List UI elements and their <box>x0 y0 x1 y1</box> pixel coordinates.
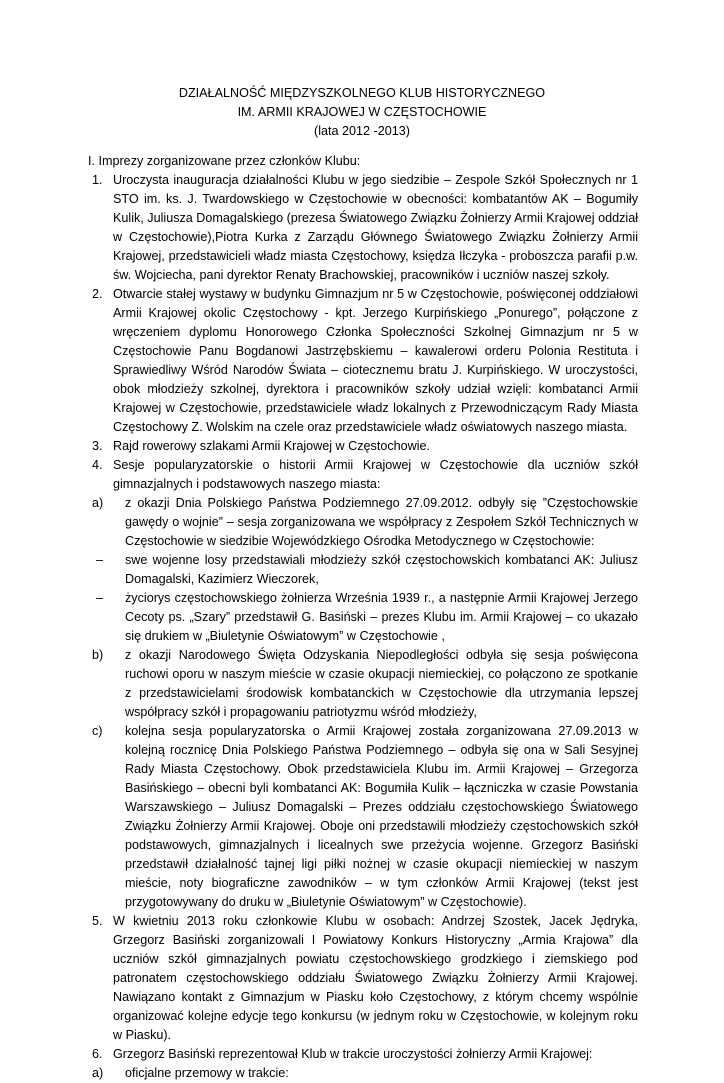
section-heading: I. Imprezy zorganizowane przez członków Klubu: <box>88 154 361 168</box>
list-item-3 <box>88 437 638 456</box>
dash-marker: – <box>96 591 104 605</box>
list-item-5 <box>88 912 638 1045</box>
list-item-text: Uroczysta inauguracja działalności Klubu w jego siedzibie – Zespole Szkół Społecznych nr 1 STO im. ks. J. Twardowskiego w Częstochowie w obecności: kombatantów AK – Bogumiły Kulik, Juliusza Domagalskiego (prezesa Światowego Związku Żołnierzy Armii Krajowej oddział w Częstochowie),Piotra Kurka z Zarządu Głównego Światowego Związku Żołnierzy Armii Krajowej, przedstawicieli władz miasta Częstochowy, księdza Iłczyka - proboszcza parafii p.w. św. Wojciecha, pani dyrektor Renaty Brachowskiej, pracowników i uczniów naszej szkoły. <box>113 173 638 282</box>
document-title <box>0 84 724 141</box>
list-item-text: Grzegorz Basiński reprezentował Klub w trakcie uroczystości żołnierzy Armii Krajowej: <box>113 1047 593 1061</box>
dash-item-text: życiorys częstochowskiego żołnierza Września 1939 r., a następnie Armii Krajowej Jerzego Cecoty ps. „Szary” przedstawił G. Basiński – prezes Klubu im. Armii Krajowej – co ukazało się drukiem w „Biuletynie Oświatowym” w Częstochowie , <box>125 591 638 643</box>
title-line-3: (lata 2012 -2013) <box>314 124 410 138</box>
list-item-text: Rajd rowerowy szlakami Armii Krajowej w Częstochowie. <box>113 439 431 453</box>
list-marker: 3. <box>92 439 103 453</box>
sub-marker: c) <box>92 724 103 738</box>
sub-marker: b) <box>92 648 104 662</box>
dash-item-2 <box>88 589 638 646</box>
sub-item-a <box>88 494 638 551</box>
list-item-4 <box>88 456 638 494</box>
list-marker: 2. <box>92 287 103 301</box>
list-item-1 <box>88 171 638 285</box>
list-item-text: Otwarcie stałej wystawy w budynku Gimnazjum nr 5 w Częstochowie, poświęconej oddziałowi Armii Krajowej okolic Częstochowy - kpt. Jerzego Kurpińskiego „Ponurego”, połączone z wręczeniem dyplomu Honorowego Członka Społeczności Szkolnej Gimnazjum nr 5 w Częstochowie Panu Bogdanowi Jastrzębskiemu – kawalerowi orderu Polonia Restituta i Sprawiedliwy Wśród Narodów Świata – ciotecznemu bratu J. Kurpińskiego. W uroczystości, obok młodzieży szkolnej, dyrektora i pracowników szkoły udział wzięli: kombatanci Armii Krajowej w Częstochowie, przedstawiciele władz lokalnych z Przewodniczącym Rady Miasta Częstochowy Z. Wolskim na czele oraz przedstawiciele władz oświatowych naszego miasta. <box>113 287 638 434</box>
sub-item-text: oficjalne przemowy w trakcie: <box>125 1066 289 1080</box>
sub-item-c <box>88 722 638 912</box>
sub-item-6a <box>88 1064 638 1083</box>
sub-item-b <box>88 646 638 722</box>
list-item-text: Sesje popularyzatorskie o historii Armii Krajowej w Częstochowie dla uczniów szkół gimnazjalnych i podstawowych naszego miasta: <box>113 458 638 491</box>
document-body <box>88 152 638 1083</box>
list-marker: 4. <box>92 458 103 472</box>
list-marker: 5. <box>92 914 103 928</box>
title-line-2: IM. ARMII KRAJOWEJ W CZĘSTOCHOWIE <box>237 105 487 119</box>
sub-marker: a) <box>92 496 104 510</box>
list-item-2 <box>88 285 638 437</box>
dash-item-text: swe wojenne losy przedstawiali młodzieży szkół częstochowskich kombatanci AK: Juliusz Domagalski, Kazimierz Wieczorek, <box>125 553 638 586</box>
dash-marker: – <box>96 553 104 567</box>
list-item-text: W kwietniu 2013 roku członkowie Klubu w osobach: Andrzej Szostek, Jacek Jędryka, Grzegorz Basiński zorganizowali I Powiatowy Konkurs Historyczny „Armia Krajowa” dla uczniów szkół gimnazjalnych powiatu częstochowskiego grodzkiego i ziemskiego pod patronatem częstochowskiego oddziału Światowego Związku Żołnierzy Armii Krajowej. Nawiązano kontakt z Gimnazjum w Piasku koło Częstochowy, z którym chcemy wspólnie organizować kolejne edycje tego konkursu (w jednym roku w Częstochowie, w kolejnym roku w Piasku). <box>113 914 638 1042</box>
title-line-1: DZIAŁALNOŚĆ MIĘDZYSZKOLNEGO KLUB HISTORYCZNEGO <box>178 86 546 100</box>
list-marker: 1. <box>92 173 103 187</box>
sub-item-text: z okazji Narodowego Święta Odzyskania Niepodległości odbyła się sesja poświęcona ruchowi oporu w naszym mieście w czasie okupacji niemieckiej, co połączono ze spotkanie z przedstawicielami środowisk kombatanckich w Częstochowie dla utrzymania lepszej współpracy szkół i propagowaniu patriotyzmu wśród młodzieży, <box>125 648 638 719</box>
dash-item-1 <box>88 551 638 589</box>
sub-item-text: kolejna sesja popularyzatorska o Armii Krajowej została zorganizowana 27.09.2013 w kolejną rocznicę Dnia Polskiego Państwa Podziemnego – odbyła się ona w Sali Sesyjnej Rady Miasta Częstochowy. Obok przedstawiciela Klubu im. Armii Krajowej – Grzegorza Basińskiego – obecni byli kombatanci AK: Bogumiła Kulik – łączniczka w czasie Powstania Warszawskiego – Juliusz Domagalski – Prezes oddziału częstochowskiego Światowego Związku Żołnierzy Armii Krajowej. Oboje oni przedstawili młodzieży częstochowskich szkół podstawowych, gimnazjalnych i licealnych swe przeżycia wojenne. Grzegorz Basiński przedstawił działalność tajnej ligi piłki nożnej w czasie okupacji niemieckiej w naszym mieście, noty biograficzne zawodników – w tym członków Armii Krajowej (tekst jest przygotowywany do druku w „Biuletynie Oświatowym” w Częstochowie). <box>125 724 638 909</box>
sub-marker: a) <box>92 1066 104 1080</box>
list-marker: 6. <box>92 1047 103 1061</box>
sub-item-text: z okazji Dnia Polskiego Państwa Podziemnego 27.09.2012. odbyły się ”Częstochowskie gawędy o wojnie” – sesja zorganizowana we współpracy z Zespołem Szkół Technicznych w Częstochowie w siedzibie Wojewódzkiego Ośrodka Metodycznego w Częstochowie: <box>125 496 638 548</box>
list-item-6 <box>88 1045 638 1064</box>
